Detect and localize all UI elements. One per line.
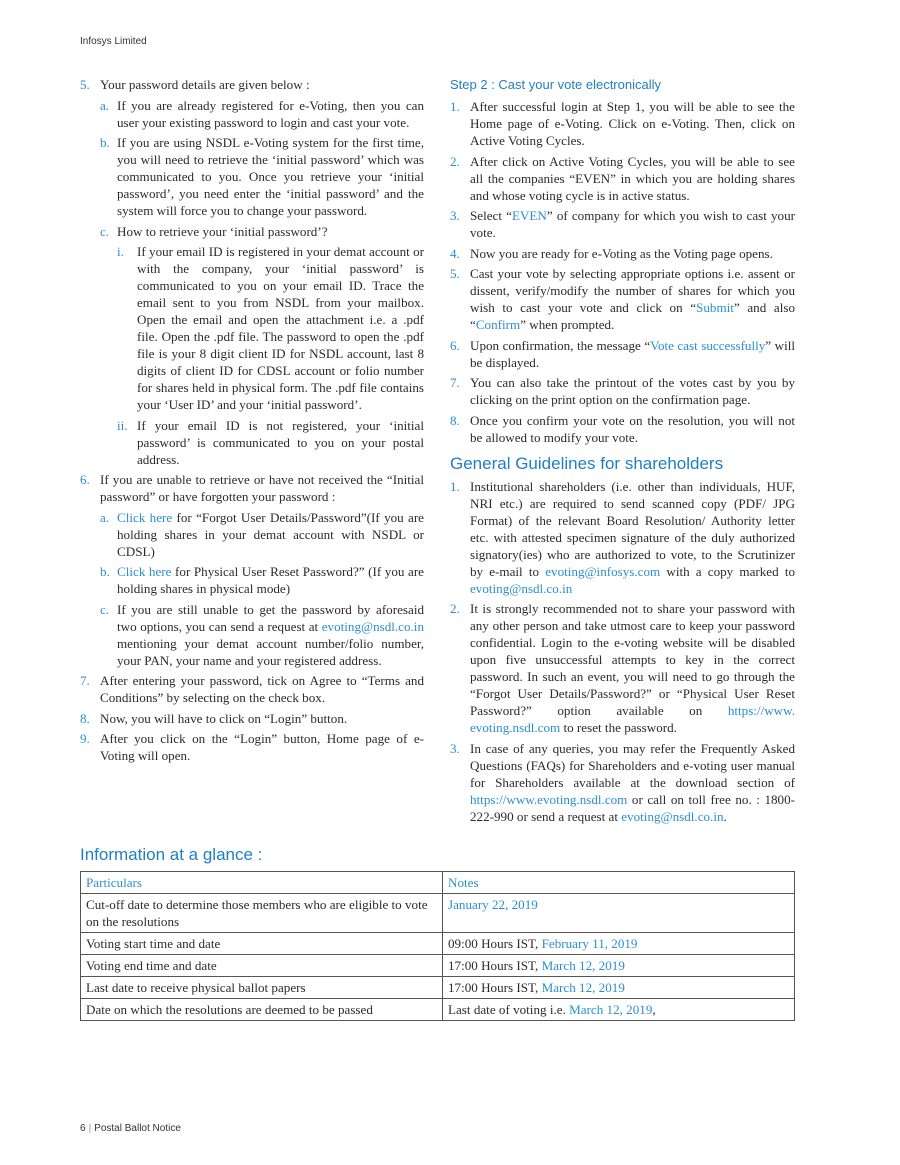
item-number: 1.	[450, 478, 460, 494]
note-cell	[443, 894, 795, 933]
sub-item-text: If you are still unable to get the password by aforesaid two options, you can send a request at	[117, 601, 424, 634]
vote-cast-highlight: Vote cast successfully	[650, 337, 766, 353]
sub-sub-item-ii	[117, 417, 424, 468]
confirm-highlight: Confirm	[475, 317, 521, 332]
sub-item-c	[100, 223, 424, 468]
table-header-row	[81, 872, 795, 894]
page-number: 6	[80, 1123, 86, 1134]
item-number: 9.	[80, 731, 90, 746]
item-number: 4.	[450, 245, 460, 261]
item-number: 6.	[80, 472, 90, 487]
list-item-9	[80, 730, 424, 764]
sub-sub-item-number: ii.	[117, 417, 128, 433]
sub-item-text: If you are already registered for e-Voting, then you can user your existing password to login and cast your vote.	[117, 97, 424, 130]
item-text: Cast your vote by selecting appropriate options i.e. assent or dissent, verify/modify the number of shares for which you wish to cast your vote and click on “	[470, 266, 795, 315]
particular-cell: Voting start time and date	[81, 933, 443, 955]
table-row	[81, 955, 795, 977]
sub-sub-item-number: i.	[117, 244, 124, 259]
sub-item-b	[100, 134, 424, 219]
header-particulars: Particulars	[81, 872, 443, 894]
list-item-8	[80, 710, 424, 727]
particular-cell: Date on which the resolutions are deemed to be passed	[81, 999, 443, 1021]
infosys-email-link[interactable]: evoting@infosys.com	[545, 563, 661, 579]
note-prefix: 17:00 Hours IST,	[448, 958, 542, 973]
item-number: 3.	[450, 208, 460, 223]
list-item-7	[80, 672, 424, 706]
sub-item-number: c.	[100, 223, 110, 239]
step2-heading: Step 2 : Cast your vote electronically	[450, 77, 661, 92]
step2-item-2	[450, 153, 795, 204]
item-number: 7.	[450, 375, 460, 390]
sub-item-text: for “Forgot User Details/Password”(If you are holding shares in your demat account with NSDL or CDSL)	[117, 509, 424, 559]
item-text: In case of any queries, you may refer the Frequently Asked Questions (FAQs) for Shareholders and e-voting user manual for Shareholders available at the download section of	[470, 740, 795, 790]
guideline-item-3	[450, 740, 795, 825]
sub-item-text: If you are using NSDL e-Voting system for the first time, you will need to retrieve the ‘initial password’ which was communicated to you. Once you retrieve your ‘initial password’, you need enter the ‘initial password’ and the system will force you to change your password.	[117, 135, 424, 218]
item-text: or call on toll free no. : 1800-222-990 or send a request at	[470, 791, 795, 824]
item-text: After click on Active Voting Cycles, you will be able to see all the companies “EVEN” in which you are holding shares and whose voting cycle is in active status.	[470, 153, 795, 203]
step2-item-6	[450, 337, 795, 371]
page-header: Infosys Limited	[80, 36, 147, 47]
item-number: 6.	[450, 337, 460, 353]
item-text: After you click on the “Login” button, Home page of e-Voting will open.	[100, 731, 424, 763]
item-number: 8.	[80, 710, 90, 726]
item-text: If you are unable to retrieve or have not received the “Initial password” or have forgotten your password :	[100, 472, 424, 504]
sub-item-text: How to retrieve your ‘initial password’?	[117, 223, 328, 239]
guidelines-heading: General Guidelines for shareholders	[450, 453, 724, 473]
note-cell	[443, 977, 795, 999]
glance-heading: Information at a glance :	[80, 845, 263, 864]
particular-cell: Cut-off date to determine those members who are eligible to vote on the resolutions	[81, 894, 443, 933]
submit-highlight: Submit	[696, 300, 734, 315]
sub-item-a	[100, 509, 424, 560]
sub-item-number: b.	[100, 564, 110, 579]
item-text: You can also take the printout of the votes cast by you by clicking on the print option on the confirmation page.	[470, 375, 795, 407]
note-suffix: ,	[652, 1002, 656, 1017]
step2-item-5	[450, 265, 795, 333]
item-text: Once you confirm your vote on the resolution, you will not be allowed to modify your vote.	[470, 412, 795, 445]
item-number: 5.	[80, 77, 90, 92]
document-title: Postal Ballot Notice	[94, 1123, 181, 1134]
guideline-item-1	[450, 478, 795, 597]
table-row	[81, 977, 795, 999]
note-date: March 12, 2019	[541, 980, 625, 995]
note-date: January 22, 2019	[448, 897, 538, 912]
even-highlight: EVEN	[511, 208, 547, 223]
evoting-nsdl-url-link[interactable]: https://www. evoting.nsdl.com	[470, 703, 795, 735]
sub-item-number: a.	[100, 509, 110, 525]
item-number: 3.	[450, 740, 460, 756]
header-notes: Notes	[443, 872, 795, 894]
item-text: Select “	[470, 208, 512, 223]
particular-cell: Voting end time and date	[81, 955, 443, 977]
item-number: 2.	[450, 153, 460, 169]
list-item-6	[80, 471, 424, 669]
note-date: March 12, 2019	[541, 958, 625, 973]
item-number: 7.	[80, 673, 90, 688]
item-number: 8.	[450, 412, 460, 428]
note-prefix: Last date of voting i.e.	[448, 1002, 570, 1017]
note-date: February 11, 2019	[541, 936, 638, 951]
evoting-nsdl-url-link[interactable]: https://www.evoting.nsdl.com	[470, 791, 628, 807]
item-text: ” when prompted.	[520, 317, 615, 332]
left-column	[80, 76, 424, 768]
item-text: After successful login at Step 1, you will be able to see the Home page of e-Voting. Click on e-Voting. Then, click on Active Voting Cycles.	[470, 99, 795, 148]
nsdl-email-link[interactable]: evoting@nsdl.co.in	[621, 808, 724, 824]
step2-item-7	[450, 374, 795, 408]
item-text: It is strongly recommended not to share your password with any other person and take utmost care to keep your password confidential. Login to the e-voting website will be disabled upon five unsuccessful attempts to key in the correct password. In such an event, you will need to go through the “Forgot User Details/Password?” or “Physical User Reset Password?” option available on	[470, 601, 795, 718]
note-cell	[443, 999, 795, 1021]
list-item-5	[80, 76, 424, 468]
sub-item-number: c.	[100, 601, 110, 617]
guideline-item-2	[450, 600, 795, 736]
note-date: March 12, 2019	[569, 1002, 653, 1017]
item-text: Upon confirmation, the message “	[470, 337, 651, 353]
item-text: .	[723, 808, 727, 824]
item-text: ” will be displayed.	[470, 337, 795, 370]
table-row	[81, 933, 795, 955]
note-prefix: 09:00 Hours IST,	[448, 936, 542, 951]
step2-item-3	[450, 207, 795, 241]
sub-item-number: a.	[100, 97, 110, 113]
item-text: ” of company for which you wish to cast your vote.	[470, 208, 795, 240]
item-text: Institutional shareholders (i.e. other than individuals, HUF, NRI etc.) are required to send scanned copy (PDF/ JPG Format) of the relevant Board Resolution/ Authority letter etc. with attested specimen signature of the duly authorized signatory(ies) who are authorized to vote, to the Scrutinizer by e-mail to	[470, 478, 795, 579]
table-row	[81, 999, 795, 1021]
item-text: Now you are ready for e-Voting as the Voting page opens.	[470, 245, 773, 261]
item-text: After entering your password, tick on Agree to “Terms and Conditions” by selecting on the check box.	[100, 673, 424, 705]
step2-item-1	[450, 98, 795, 149]
item-text: Your password details are given below :	[100, 77, 310, 92]
page-footer	[80, 1123, 181, 1134]
sub-sub-item-i	[117, 243, 424, 413]
sub-item-b	[100, 563, 424, 597]
particular-cell: Last date to receive physical ballot papers	[81, 977, 443, 999]
note-prefix: 17:00 Hours IST,	[448, 980, 542, 995]
table-row	[81, 894, 795, 933]
sub-item-a	[100, 97, 424, 131]
step2-item-4	[450, 245, 795, 262]
step2-item-8	[450, 412, 795, 446]
sub-item-c	[100, 601, 424, 669]
sub-item-text: for Physical User Reset Password?” (If you are holding shares in physical mode)	[117, 564, 424, 596]
item-number: 1.	[450, 99, 460, 114]
item-text: ” and also “	[470, 300, 795, 332]
item-text: with a copy marked to	[660, 563, 796, 579]
footer-separator: |	[88, 1123, 92, 1134]
nsdl-email-link[interactable]: evoting@nsdl.co.in	[321, 618, 424, 634]
click-here-physical-reset-link[interactable]: Click here	[117, 564, 172, 579]
item-text: Now, you will have to click on “Login” button.	[100, 710, 348, 726]
item-text: to reset the password.	[560, 720, 677, 735]
glance-table	[80, 871, 795, 1021]
item-number: 2.	[450, 601, 460, 616]
click-here-forgot-password-link[interactable]: Click here	[117, 509, 173, 525]
note-cell	[443, 933, 795, 955]
sub-item-text: mentioning your demat account number/folio number, your PAN, your name and your registered address.	[117, 635, 424, 668]
sub-sub-item-text: If your email ID is not registered, your ‘initial password’ is communicated to you on your postal address.	[137, 417, 424, 467]
sub-item-number: b.	[100, 135, 110, 150]
right-column	[450, 76, 795, 828]
nsdl-email-link[interactable]: evoting@nsdl.co.in	[470, 580, 573, 596]
note-cell	[443, 955, 795, 977]
sub-sub-item-text: If your email ID is registered in your demat account or with the company, your ‘initial password’ is communicated to you on your email ID. Trace the email sent to you from NSDL from your mailbox. Open the email and open the attachment i.e. a .pdf file. Open the .pdf file. The password to open the .pdf file is your 8 digit client ID for NSDL account, last 8 digits of client ID for CDSL account or folio number for shares held in physical form. The .pdf file contains your ‘User ID’ and your ‘initial password’.	[137, 244, 424, 412]
item-number: 5.	[450, 266, 460, 281]
